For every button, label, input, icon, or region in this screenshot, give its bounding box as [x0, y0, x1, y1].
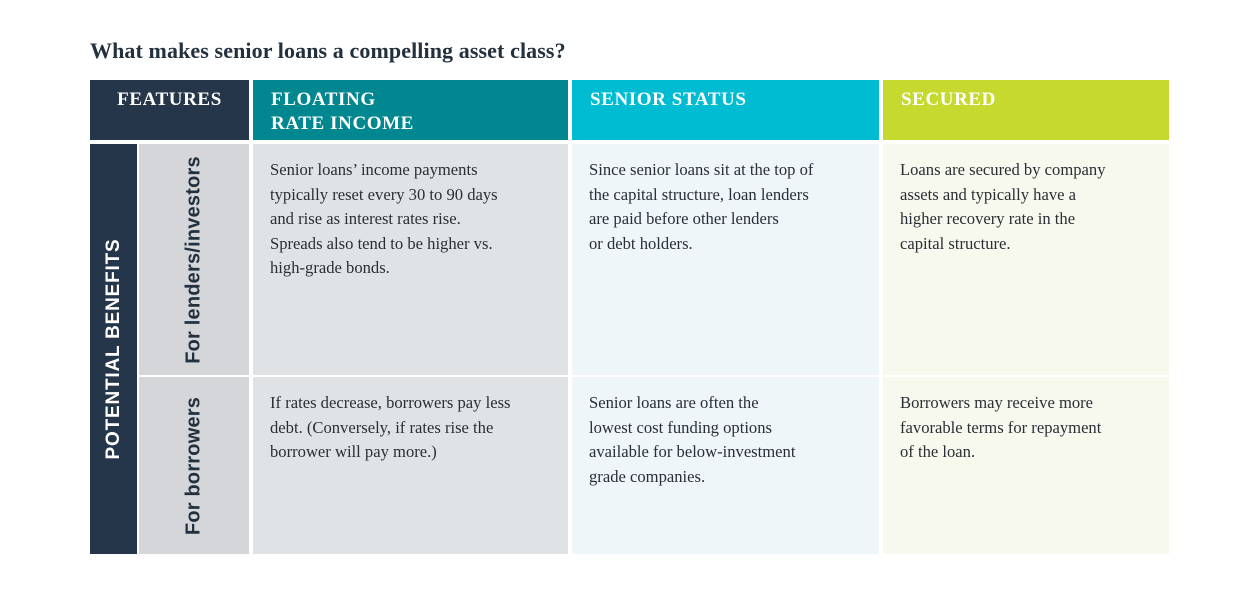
borrowers-label: For borrowers: [182, 396, 205, 535]
cell-lenders-senior: Since senior loans sit at the top of the capital structure, loan lenders are paid before other lenders or debt holders.: [572, 144, 879, 375]
cell-lenders-floating: Senior loans’ income payments typically reset every 30 to 90 days and rise as interest rates rise. Spreads also tend to be higher vs. high-grade bonds.: [253, 144, 568, 375]
row-label-borrowers: [139, 377, 249, 554]
cell-borrowers-secured: Borrowers may receive more favorable terms for repayment of the loan.: [883, 377, 1169, 554]
potential-benefits-label: POTENTIAL BENEFITS: [102, 238, 124, 460]
cell-borrowers-senior: Senior loans are often the lowest cost funding options available for below-investment grade companies.: [572, 377, 879, 554]
cell-lenders-secured: Loans are secured by company assets and typically have a higher recovery rate in the capital structure.: [883, 144, 1169, 375]
header-senior-status: SENIOR STATUS: [572, 80, 879, 140]
potential-benefits-band: [90, 144, 137, 554]
row-label-lenders: [139, 144, 249, 375]
lenders-label: For lenders/investors: [182, 155, 205, 364]
cell-borrowers-floating: If rates decrease, borrowers pay less debt. (Conversely, if rates rise the borrower will pay more.): [253, 377, 568, 554]
page-title: What makes senior loans a compelling asset class?: [90, 38, 566, 63]
header-secured: SECURED: [883, 80, 1169, 140]
header-floating-rate-income: FLOATING RATE INCOME: [253, 80, 568, 140]
header-features: FEATURES: [90, 80, 249, 140]
